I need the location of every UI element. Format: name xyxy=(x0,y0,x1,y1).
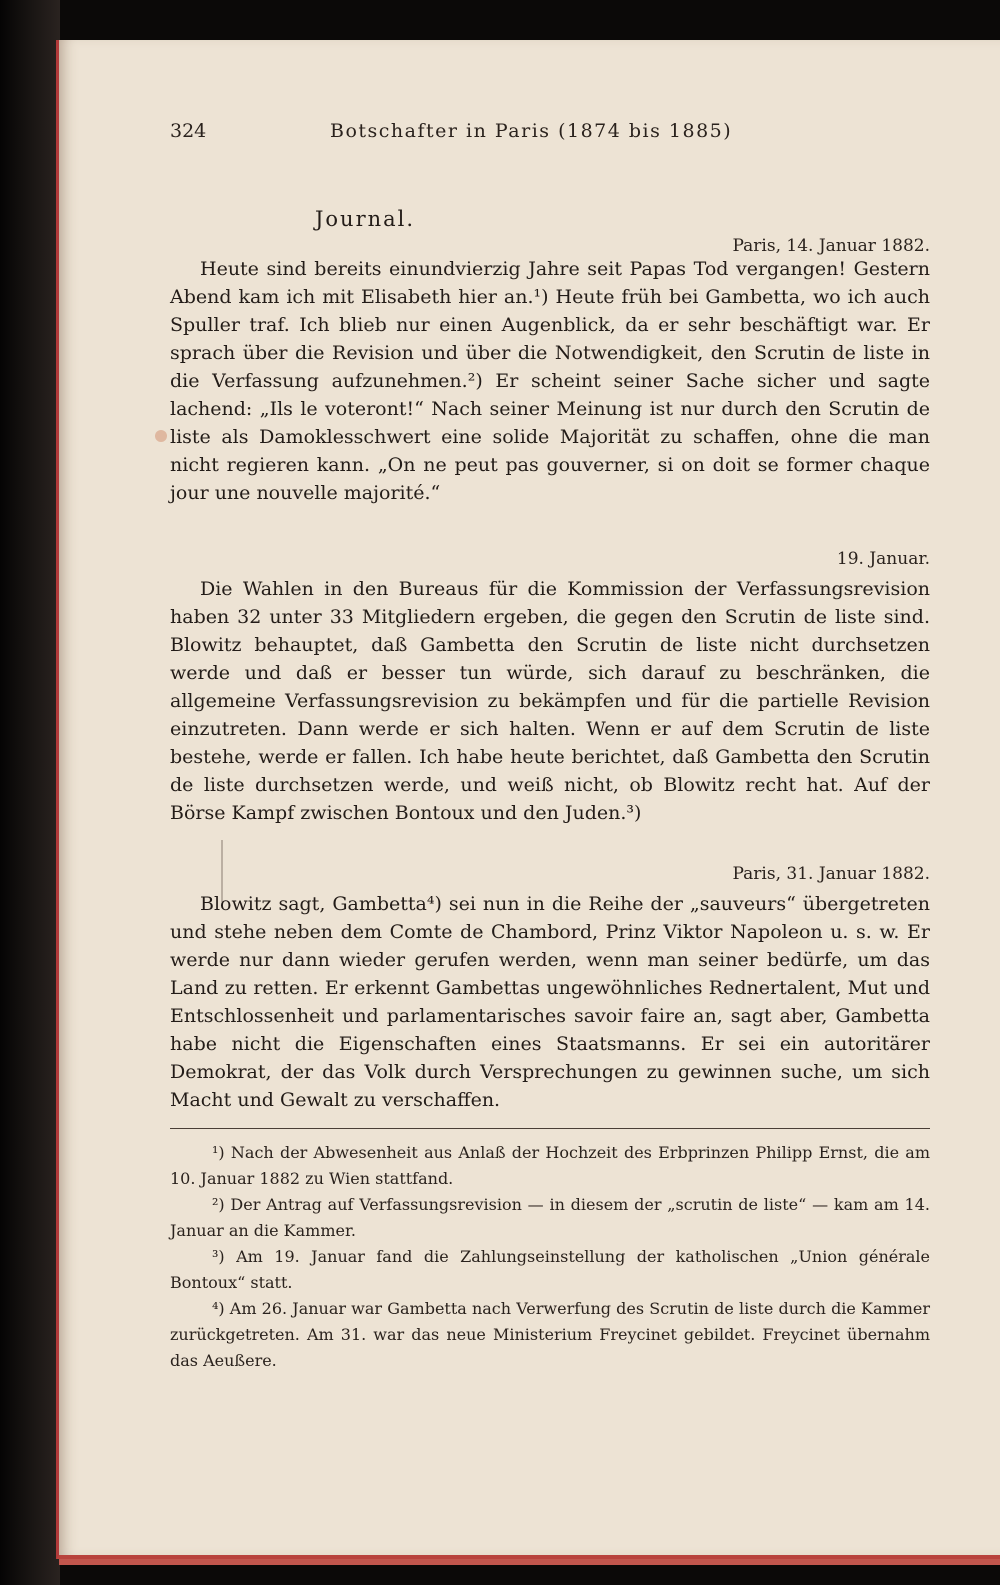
footnote: ³) Am 19. Januar fand die Zahlungseinstellung der katholischen „Union générale Bontoux“ statt. xyxy=(170,1247,930,1292)
footnote: ²) Der Antrag auf Verfassungsrevision — in diesem der „scrutin de liste“ — kam am 14. Januar an die Kammer. xyxy=(170,1195,930,1240)
journal-entry xyxy=(170,575,930,827)
book-spine-shadow xyxy=(0,0,60,1585)
footnote-divider xyxy=(170,1128,930,1129)
paper-stain xyxy=(155,430,167,442)
entry-paragraph: Heute sind bereits einundvierzig Jahre seit Papas Tod vergangen! Gestern Abend kam ich mit Elisabeth hier an.¹) Heute früh bei Gambetta, wo ich auch Spuller traf. Ich blieb nur einen Augenblick, da er sehr beschäftigt war. Er sprach über die Revision und über die Notwendigkeit, den Scrutin de liste in die Verfassung aufzunehmen.²) Er scheint seiner Sache sicher und sagte lachend: „Ils le voteront!“ Nach seiner Meinung ist nur durch den Scrutin de liste als Damoklesschwert eine solide Majorität zu schaffen, ohne die man nicht regieren kann. „On ne peut pas gouverner, si on doit se former chaque jour une nouvelle majorité.“ xyxy=(170,258,930,504)
entry-paragraph: Blowitz sagt, Gambetta⁴) sei nun in die Reihe der „sauveurs“ übergetreten und stehe neben dem Comte de Chambord, Prinz Viktor Napoleon u. s. w. Er werde nur dann wieder gerufen werden, wenn man seiner bedürfe, um das Land zu retten. Er erkennt Gambettas ungewöhnliches Rednertalent, Mut und Entschlossenheit und parlamentarisches savoir faire an, sagt aber, Gambetta habe nicht die Eigenschaften eines Staatsmanns. Er sei ein autoritärer Demokrat, der das Volk durch Versprechungen zu gewinnen suche, um sich Macht und Gewalt zu verschaffen. xyxy=(170,893,930,1111)
entry-date: 19. Januar. xyxy=(836,549,930,569)
page-number: 324 xyxy=(170,120,207,142)
footnotes xyxy=(170,1140,930,1374)
running-title: Botschafter in Paris (1874 bis 1885) xyxy=(330,120,733,142)
entry-date: Paris, 14. Januar 1882. xyxy=(732,236,930,256)
footnote: ⁴) Am 26. Januar war Gambetta nach Verwerfung des Scrutin de liste durch die Kammer zurückgetreten. Am 31. war das neue Ministerium Freycinet gebildet. Freycinet übernahm das Aeußere. xyxy=(170,1299,930,1370)
journal-entry xyxy=(170,890,930,1114)
entry-paragraph: Die Wahlen in den Bureaus für die Kommission der Verfassungsrevision haben 32 unter 33 Mitgliedern ergeben, die gegen den Scrutin de liste sind. Blowitz behauptet, daß Gambetta den Scrutin de liste nicht durchsetzen werde und daß er besser tun würde, sich darauf zu beschränken, die allgemeine Verfassungsrevision zu bekämpfen und für die partielle Revision einzutreten. Dann werde er sich halten. Wenn er auf dem Scrutin de liste bestehe, werde er fallen. Ich habe heute berichtet, daß Gambetta den Scrutin de liste durchsetzen werde, und weiß nicht, ob Blowitz recht hat. Auf der Börse Kampf zwischen Bontoux und den Juden.³) xyxy=(170,578,930,824)
section-heading: Journal. xyxy=(315,207,416,231)
footnote: ¹) Nach der Abwesenheit aus Anlaß der Hochzeit des Erbprinzen Philipp Ernst, die am 10. Januar 1882 zu Wien stattfand. xyxy=(170,1143,930,1188)
journal-entry xyxy=(170,255,930,507)
entry-date: Paris, 31. Januar 1882. xyxy=(732,864,930,884)
